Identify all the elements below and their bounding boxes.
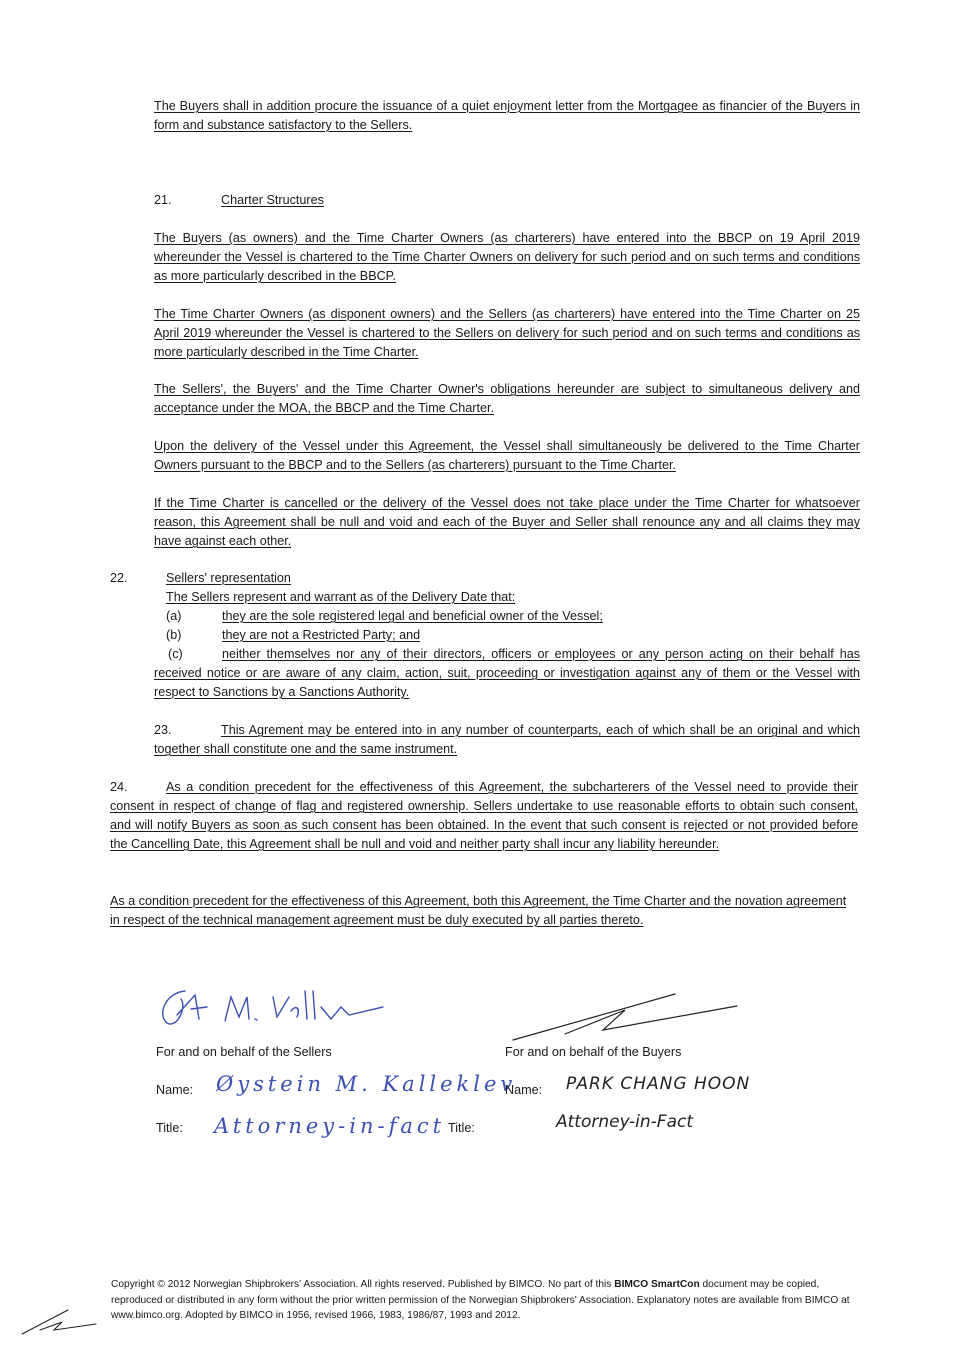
section-21-title: Charter Structures xyxy=(221,193,324,207)
buyers-name-label: Name: xyxy=(505,1083,543,1097)
section-22-intro-text: The Sellers represent and warrant as of the Delivery Date that: xyxy=(166,590,516,604)
sellers-title-handwritten: Attorney-in-fact xyxy=(214,1114,446,1138)
footer-text-end: document may be copied, reproduced or distributed in any form without the prior written permission of the Norwegian Shipbrokers' Association. Explanatory notes are available from BIMCO at www.bimco.org. Adopted by BIMCO in 1956, revised 1966, 1983, 1986/87, 1993 and 2012. xyxy=(111,1279,850,1321)
item-c-text: neither themselves nor any of their directors, officers or employees or any person acting on their behalf has received notice or are aware of any claim, action, suit, proceeding or investigation against any of them or the Vessel with respect to Sanctions by a Sanctions Authority. xyxy=(154,647,860,699)
item-c-label: (c) xyxy=(168,647,183,661)
section-21-paragraph-1: The Buyers (as owners) and the Time Charter Owners (as charterers) have entered into the BBCP on 19 April 2019 whereunder the Vessel is chartered to the Time Charter Owners on delivery for such period and on such terms and conditions as more particularly described in the BBCP. xyxy=(154,231,860,283)
section-24-number: 24. xyxy=(110,780,128,794)
buyers-name-handwritten: PARK CHANG HOON xyxy=(566,1074,751,1094)
section-21-heading xyxy=(154,191,454,210)
section-22-item-b xyxy=(110,626,670,645)
final-condition-paragraph: As a condition precedent for the effectiveness of this Agreement, both this Agreement, the Time Charter and the novation agreement in respect of the technical management agreement must be duly executed by all parties thereto. xyxy=(110,894,847,927)
sellers-name-handwritten: Øystein M. Kalleklev xyxy=(216,1072,517,1096)
section-22-title: Sellers' representation xyxy=(166,571,291,585)
section-21-paragraph-4: Upon the delivery of the Vessel under this Agreement, the Vessel shall simultaneously be delivered to the Time Charter Owners pursuant to the BBCP and to the Sellers (as charterers) pursuant to the Time Charter. xyxy=(154,439,860,472)
item-b-label: (b) xyxy=(166,628,182,642)
item-b-text: they are not a Restricted Party; and xyxy=(222,628,421,642)
section-22-intro xyxy=(110,588,610,607)
copyright-footer xyxy=(111,1277,871,1324)
section-21-paragraph-5: If the Time Charter is cancelled or the delivery of the Vessel does not take place under the Time Charter for whatsoever reason, this Agreement shall be null and void and each of the Buyer and Seller shall renounce any and all claims they may have against each other. xyxy=(154,496,860,548)
section-23-text: This Agrement may be entered into in any number of counterparts, each of which shall be an original and which together shall constitute one and the same instrument. xyxy=(154,723,860,756)
buyers-label: For and on behalf of the Buyers xyxy=(505,1045,682,1059)
section-24-text: As a condition precedent for the effectiveness of this Agreement, the subcharterers of the Vessel need to provide their consent in respect of change of flag and registered ownership. Sellers undertake to use reasonable efforts to obtain such consent, and will notify Buyers as soon as such consent has been obtained. In the event that such consent is rejected or not provided before the Cancelling Date, this Agreement shall be null and void and neither party shall incur any liability hereunder. xyxy=(110,780,858,851)
footer-bold-product: BIMCO SmartCon xyxy=(614,1279,700,1290)
section-24-paragraph xyxy=(110,778,858,854)
sellers-name-label: Name: xyxy=(156,1083,194,1097)
buyers-title-handwritten: Attorney-in-Fact xyxy=(556,1112,694,1132)
section-21-paragraph-3: The Sellers', the Buyers' and the Time Charter Owner's obligations hereunder are subject to simultaneous delivery and acceptance under the MOA, the BBCP and the Time Charter. xyxy=(154,382,860,415)
section-22-number: 22. xyxy=(110,571,128,585)
section-22-item-c xyxy=(154,645,860,702)
sellers-label: For and on behalf of the Sellers xyxy=(156,1045,332,1059)
buyers-signature xyxy=(505,990,745,1050)
footer-text-start: Copyright © 2012 Norwegian Shipbrokers' Association. All rights reserved. Published by BIMCO. No part of this xyxy=(111,1279,615,1290)
item-a-label: (a) xyxy=(166,609,182,623)
item-a-text: they are the sole registered legal and beneficial owner of the Vessel; xyxy=(222,609,603,623)
section-23-paragraph xyxy=(154,721,860,759)
section-21-number: 21. xyxy=(154,193,172,207)
section-21-paragraph-2: The Time Charter Owners (as disponent owners) and the Sellers (as charterers) have entered into the Time Charter on 25 April 2019 whereunder the Vessel is chartered to the Sellers on delivery for such period and on such terms and conditions as more particularly described in the Time Charter. xyxy=(154,307,860,359)
section-23-number: 23. xyxy=(154,723,172,737)
sellers-signature xyxy=(155,985,395,1035)
section-22-item-a xyxy=(110,607,670,626)
section-22-heading xyxy=(110,569,410,588)
sellers-title-label: Title: xyxy=(156,1121,183,1135)
buyers-title-label: Title: xyxy=(448,1121,475,1135)
quiet-enjoyment-paragraph: The Buyers shall in addition procure the issuance of a quiet enjoyment letter from the Mortgagee as financier of the Buyers in form and substance satisfactory to the Sellers. xyxy=(154,99,860,132)
initials-scribble xyxy=(20,1308,100,1338)
